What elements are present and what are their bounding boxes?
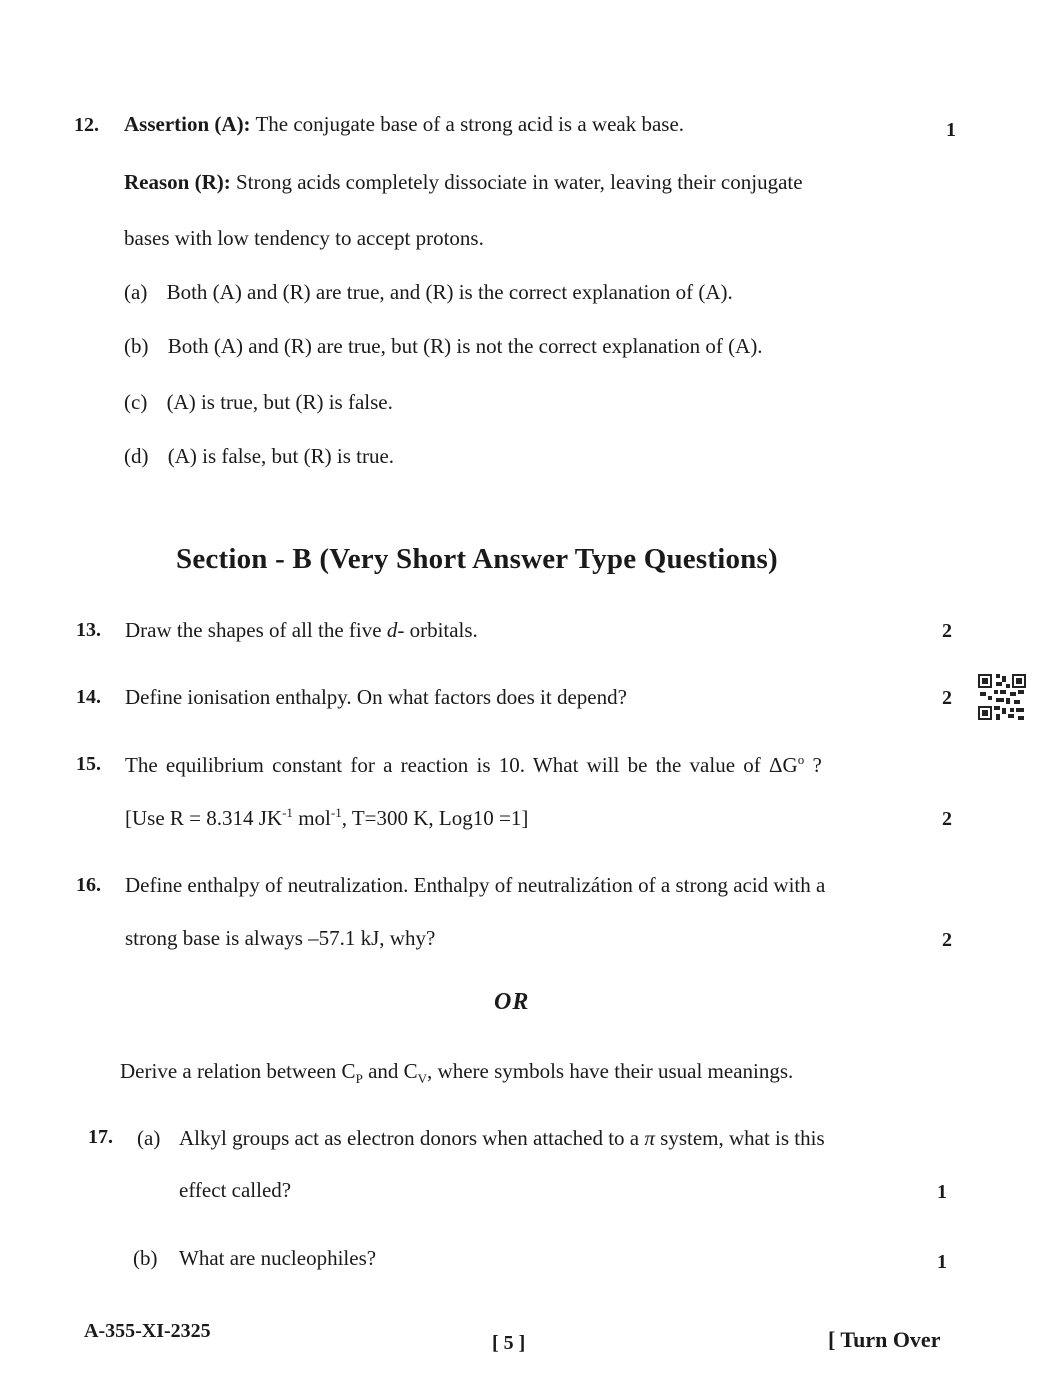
- option-text: Both (A) and (R) are true, but (R) is not the correct explanation of (A).: [167, 334, 763, 358]
- reason-label: Reason (R):: [124, 170, 231, 194]
- q16-alternative: [120, 1059, 793, 1087]
- q13-text-italic: d: [386, 618, 398, 642]
- option-text: (A) is false, but (R) is true.: [167, 444, 395, 468]
- q17a-label: (a): [137, 1126, 161, 1150]
- q16-text-line2: strong base is always –57.1 kJ, why?: [125, 926, 436, 950]
- page-number: [ 5 ]: [492, 1332, 526, 1354]
- q12-option-c: [124, 390, 393, 415]
- q15-text: The equilibrium constant for a reaction is 10. What will be the value of ΔG: [125, 753, 798, 777]
- alt-pre: Derive a relation between C: [120, 1059, 356, 1083]
- q17b-marks: 1: [937, 1251, 947, 1273]
- q14-number: 14.: [76, 686, 101, 708]
- q15-text-line2: [125, 805, 528, 831]
- q13-text: [125, 618, 478, 643]
- option-label: (a): [124, 280, 148, 304]
- pi-symbol: π: [644, 1126, 655, 1150]
- q12-option-d: [124, 444, 394, 469]
- qr-code-icon: [978, 674, 1026, 720]
- paper-code: A-355-XI-2325: [84, 1320, 211, 1342]
- option-text: (A) is true, but (R) is false.: [166, 390, 393, 414]
- q15-line2-c: , T=300 K, Log10 =1]: [341, 806, 529, 830]
- q17b-text: What are nucleophiles?: [179, 1246, 377, 1270]
- q12-option-b: [124, 334, 763, 359]
- q17-number: 17.: [88, 1126, 113, 1148]
- q17a-text-line1: [179, 1126, 825, 1151]
- q15-text-end: ?: [804, 753, 822, 777]
- q15-line2-b: mol: [292, 806, 331, 830]
- alt-post: , where symbols have their usual meanings.: [427, 1059, 794, 1083]
- q12-option-a: [124, 280, 733, 305]
- q14-text: Define ionisation enthalpy. On what factors does it depend?: [125, 685, 627, 709]
- q15-number: 15.: [76, 753, 101, 775]
- alt-sub-p: P: [355, 1071, 363, 1087]
- q15-degree-sup: o: [797, 752, 805, 767]
- q17a-post: system, what is this: [654, 1126, 825, 1150]
- q12-assertion: [124, 112, 684, 137]
- section-b-title: Section - B (Very Short Answer Type Questions): [176, 543, 778, 575]
- q15-text-line1: [125, 752, 822, 778]
- option-label: (d): [124, 444, 149, 468]
- q16-text-line1: Define enthalpy of neutralization. Enthalpy of neutralizátion of a strong acid with a: [125, 873, 826, 897]
- option-label: (b): [124, 334, 149, 358]
- q13-text-pre: Draw the shapes of all the five: [125, 618, 387, 642]
- q17a-text-line2: effect called?: [179, 1178, 292, 1202]
- q16-number: 16.: [76, 874, 101, 896]
- q16-marks: 2: [942, 929, 952, 951]
- reason-text-line1: Strong acids completely dissociate in water, leaving their conjugate: [235, 170, 803, 194]
- q17b-label: (b): [133, 1246, 158, 1270]
- q13-number: 13.: [76, 619, 101, 641]
- q17a-marks: 1: [937, 1181, 947, 1203]
- assertion-label: Assertion (A):: [124, 112, 251, 136]
- q13-text-post: - orbitals.: [397, 618, 478, 642]
- alt-sub-v: V: [417, 1071, 428, 1087]
- q12-reason-line2: bases with low tendency to accept protons.: [124, 226, 484, 250]
- turn-over: [ Turn Over: [828, 1327, 941, 1352]
- or-label: OR: [494, 989, 530, 1015]
- q15-line2-sup1: -1: [282, 805, 293, 820]
- q17a-pre: Alkyl groups act as electron donors when attached to a: [179, 1126, 645, 1150]
- q15-line2-sup2: -1: [330, 805, 342, 820]
- option-text: Both (A) and (R) are true, and (R) is the correct explanation of (A).: [166, 280, 733, 304]
- q14-marks: 2: [942, 687, 952, 709]
- q15-line2-a: [Use R = 8.314 JK: [125, 806, 283, 830]
- assertion-text: The conjugate base of a strong acid is a weak base.: [255, 112, 685, 136]
- option-label: (c): [124, 390, 148, 414]
- alt-mid: and C: [362, 1059, 418, 1083]
- q12-marks: 1: [946, 119, 956, 141]
- q15-marks: 2: [942, 808, 952, 830]
- q12-reason-line1: [124, 170, 803, 195]
- q12-number: 12.: [74, 114, 99, 136]
- q13-marks: 2: [942, 620, 952, 642]
